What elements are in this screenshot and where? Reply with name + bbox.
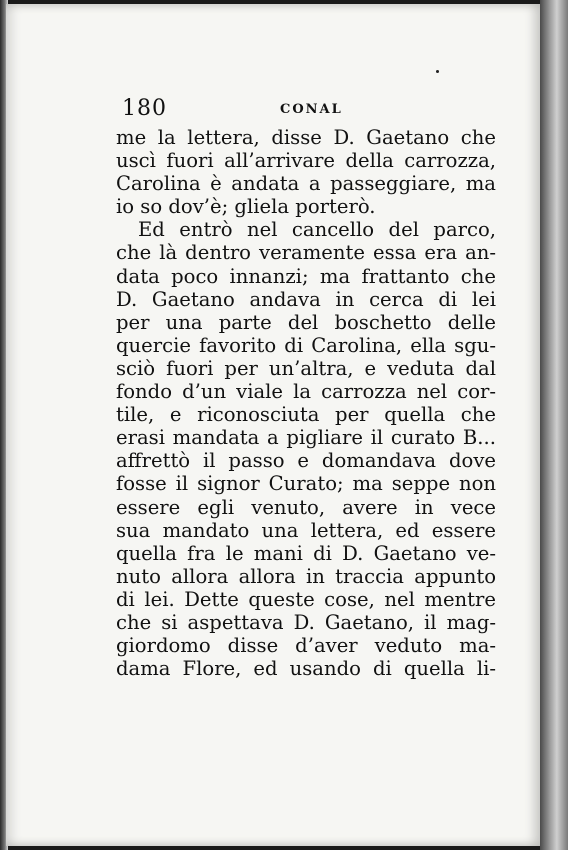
text-line: giordomo disse d’aver veduto ma- xyxy=(116,634,496,658)
text-line: Ed entrò nel cancello del parco, xyxy=(138,218,496,242)
text-line: per una parte del boschetto delle xyxy=(116,310,496,334)
text-line: affrettò il passo e domandava dove xyxy=(116,449,496,473)
text-line: erasi mandata a pigliare il curato B... xyxy=(116,426,496,450)
text-line: quella fra le mani di D. Gaetano ve- xyxy=(116,541,496,565)
ink-speck xyxy=(436,70,439,73)
text-line: essere egli venuto, avere in vece xyxy=(116,495,496,519)
text-line: io so dov’è; glielа porterò. xyxy=(116,195,376,219)
body-text xyxy=(116,126,496,680)
text-line: dama Flore, ed usando di quella li- xyxy=(116,657,496,681)
page-header xyxy=(122,96,502,124)
text-line: fondo d’un viale la carrozza nel cor- xyxy=(116,380,496,404)
text-line: data poco innanzi; ma frattanto che xyxy=(116,264,496,288)
text-line: che si aspettava D. Gaetano, il mag- xyxy=(116,610,496,634)
text-line: D. Gaetano andava in cerca di lei xyxy=(116,287,496,311)
text-line: di lei. Dette queste cose, nel mentre xyxy=(116,587,496,611)
text-line: me la lettera, disse D. Gaetano che xyxy=(116,126,496,149)
text-line: sua mandato una lettera, ed essere xyxy=(116,518,496,542)
text-line: tile, e riconosciuta per quella che xyxy=(116,403,496,427)
page-number: 180 xyxy=(122,96,167,121)
text-line: Carolina è andata a passeggiare, ma xyxy=(116,172,496,196)
page-right-binding-edge xyxy=(540,0,568,850)
running-title: CONAL xyxy=(280,102,343,117)
text-line: quercie favorito di Carolina, ella sgu- xyxy=(116,333,496,357)
text-line: nuto allora allora in traccia appunto xyxy=(116,564,496,588)
text-line: sciò fuori per un’altra, e veduta dal xyxy=(116,356,496,380)
text-line: uscì fuori all’arrivare della carrozza, xyxy=(116,149,496,173)
text-line: fosse il signor Curato; ma seppe non xyxy=(116,472,496,496)
text-line: che là dentro veramente essa era an- xyxy=(116,241,496,265)
